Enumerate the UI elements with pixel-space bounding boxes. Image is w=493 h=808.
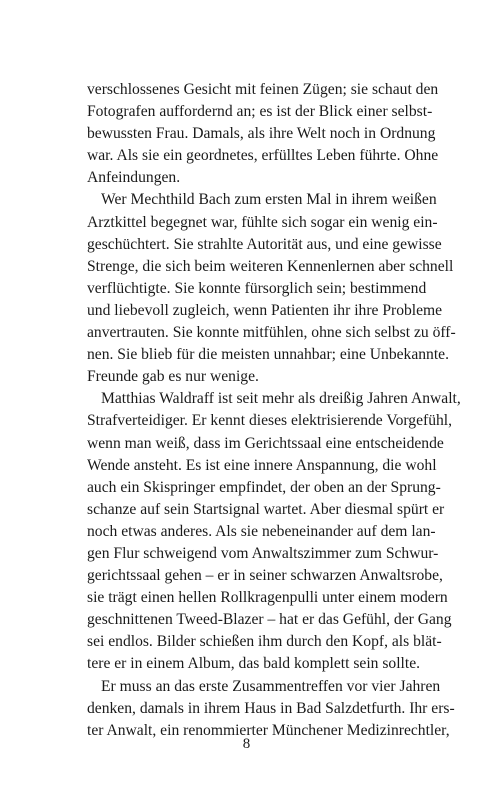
text-line: denken, damals in ihrem Haus in Bad Salzdetfurth. Ihr ers-	[87, 699, 455, 717]
text-line: auch ein Skispringer empfindet, der oben an der Sprung-	[87, 478, 441, 496]
text-line: Er muss an das erste Zusammentreffen vor vier Jahren	[101, 677, 441, 695]
text-line: Strenge, die sich beim weiteren Kennenlernen aber schnell	[87, 257, 454, 275]
text-line: Wende ansteht. Es ist eine innere Anspannung, die wohl	[87, 456, 437, 474]
text-line: Strafverteidiger. Er kennt dieses elektrisierende Vorgefühl,	[87, 412, 453, 430]
text-line: war. Als sie ein geordnetes, erfülltes Leben führte. Ohne	[87, 147, 439, 165]
text-line: Anfeindungen.	[87, 169, 181, 187]
text-line: gerichtssaal gehen – er in seiner schwarzen Anwaltsrobe,	[87, 567, 443, 585]
text-line: verschlossenes Gesicht mit feinen Zügen; sie schaut den	[87, 81, 439, 98]
text-line: noch etwas anderes. Als sie nebeneinander auf dem lan-	[87, 522, 436, 540]
text-line: bewussten Frau. Damals, als ihre Welt noch in Ordnung	[87, 125, 436, 143]
text-line: nen. Sie blieb für die meisten unnahbar; eine Unbekannte.	[87, 346, 450, 364]
text-line: Fotografen auffordernd an; es ist der Blick einer selbst-	[87, 103, 433, 121]
page-number: 8	[242, 736, 251, 752]
text-line: verflüchtigte. Sie konnte fürsorglich sein; bestimmend	[87, 279, 427, 297]
text-line: gen Flur schweigend vom Anwaltszimmer zum Schwur-	[87, 544, 439, 562]
paragraph	[87, 79, 439, 189]
body-text	[87, 79, 461, 742]
text-line: Arztkittel begegnet war, fühlte sich sogar ein wenig ein-	[87, 213, 438, 231]
text-line: geschnittenen Tweed-Blazer – hat er das Gefühl, der Gang	[87, 611, 452, 629]
paragraph	[87, 676, 455, 742]
text-line: sie trägt einen hellen Rollkragenpulli unter einem modern	[87, 589, 448, 607]
text-line: sei endlos. Bilder schießen ihm durch den Kopf, als blät-	[87, 633, 442, 651]
text-line: Freunde gab es nur wenige.	[87, 368, 259, 386]
text-line: wenn man weiß, dass im Gerichtssaal eine entscheidende	[87, 434, 444, 452]
text-line: und liebevoll zugleich, wenn Patienten ihr ihre Probleme	[87, 301, 443, 319]
paragraph	[87, 189, 456, 388]
paragraph	[87, 388, 461, 675]
text-line: anvertrauten. Sie konnte mitfühlen, ohne sich selbst zu öff-	[87, 324, 456, 342]
text-line: Matthias Waldraff ist seit mehr als dreißig Jahren Anwalt,	[101, 390, 461, 408]
text-line: schanze auf sein Startsignal wartet. Aber diesmal spürt er	[87, 500, 445, 518]
text-line: tere er in einem Album, das bald komplett sein sollte.	[87, 655, 421, 673]
text-line: geschüchtert. Sie strahlte Autorität aus, und eine gewisse	[87, 235, 442, 253]
text-line: ter Anwalt, ein renommierter Münchener Medizinrechtler,	[87, 721, 450, 739]
text-line: Wer Mechthild Bach zum ersten Mal in ihrem weißen	[101, 191, 437, 209]
